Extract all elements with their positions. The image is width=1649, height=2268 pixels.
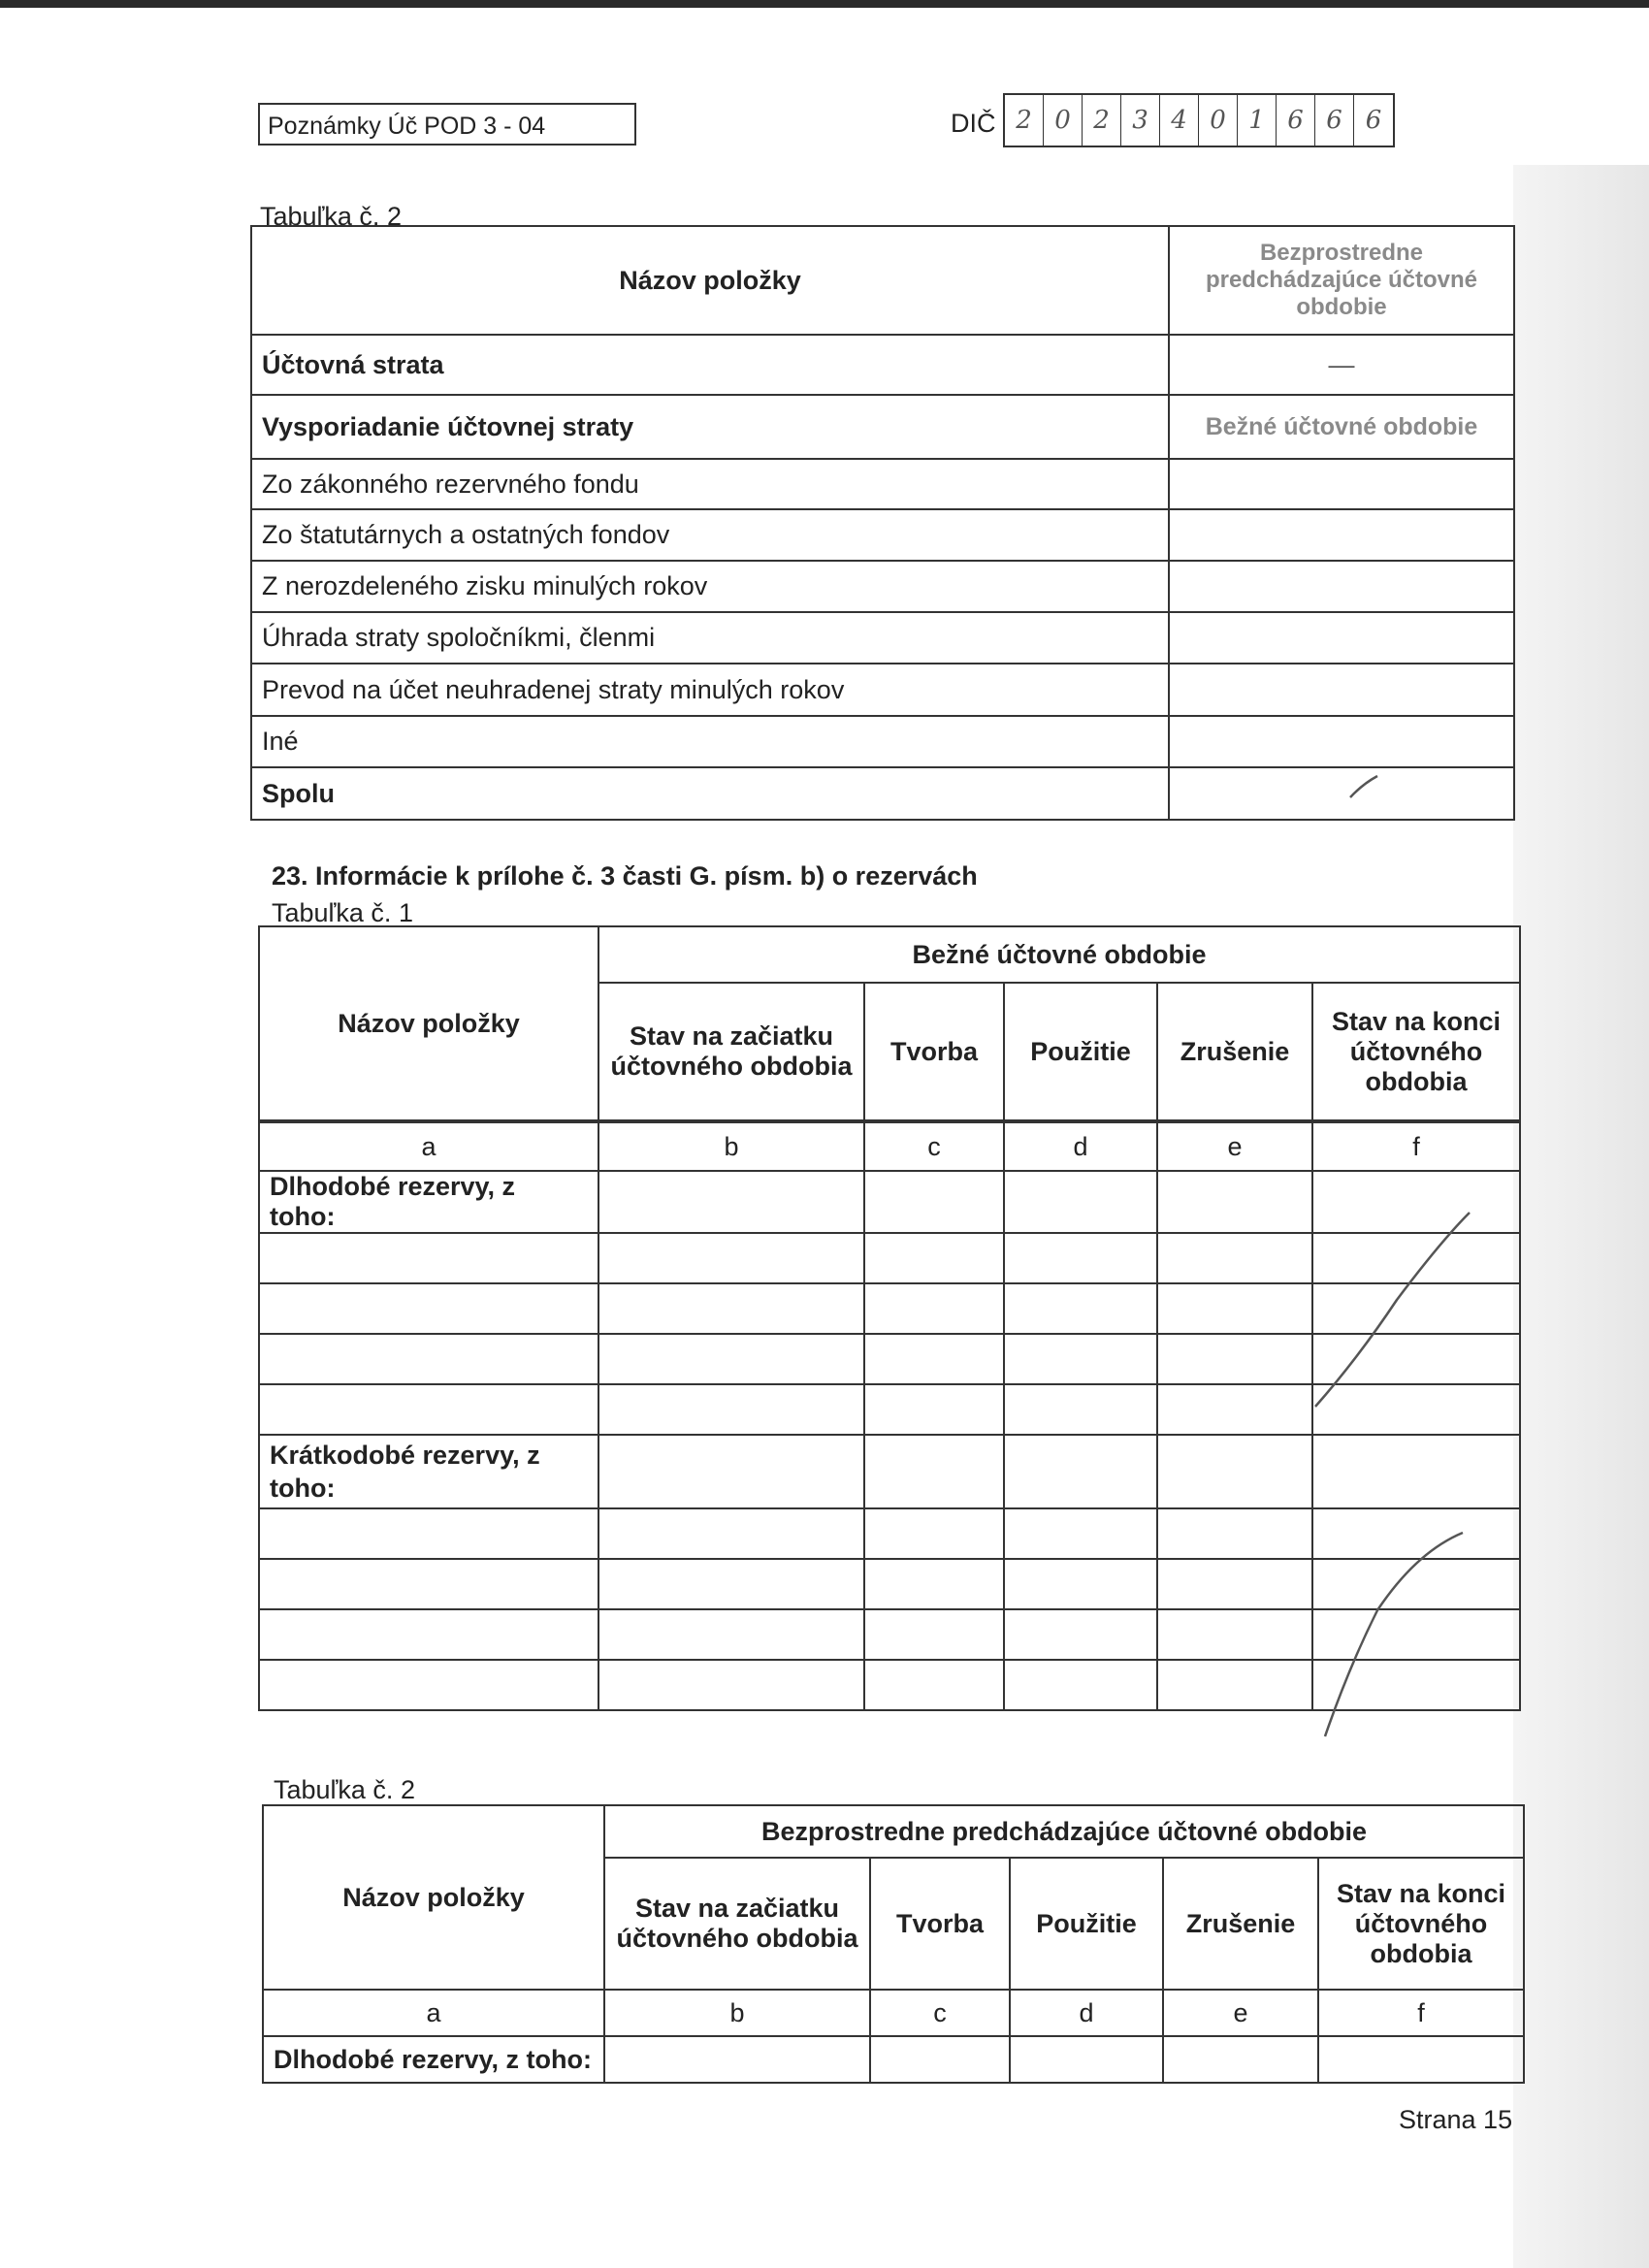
- value-cell: [1157, 1660, 1312, 1710]
- value-cell: [1318, 2036, 1524, 2083]
- value-cell: [598, 1233, 864, 1283]
- table-row: [259, 1609, 598, 1660]
- col-letter: c: [870, 1990, 1010, 2036]
- accounting-loss-value: —: [1169, 335, 1514, 395]
- col-letter: f: [1312, 1122, 1520, 1171]
- name-header: Názov položky: [263, 1805, 604, 1990]
- table-row: [259, 1384, 598, 1435]
- col-letter: a: [263, 1990, 604, 2036]
- long-term-reserves-label: Dlhodobé rezervy, z toho:: [263, 2036, 604, 2083]
- col-letter: b: [604, 1990, 870, 2036]
- value-cell: [1169, 612, 1514, 664]
- loss-settlement-table: [250, 225, 1515, 821]
- dic-digit: 0: [1199, 95, 1238, 146]
- value-cell: [1312, 1559, 1520, 1609]
- value-cell: [1004, 1283, 1157, 1334]
- col-letter: a: [259, 1122, 598, 1171]
- dic-digit: 2: [1005, 95, 1044, 146]
- dic-digit: 6: [1277, 95, 1315, 146]
- col-creation: Tvorba: [864, 983, 1004, 1120]
- dic-digit: 3: [1121, 95, 1160, 146]
- value-cell: [1157, 1435, 1312, 1508]
- value-cell: [1169, 716, 1514, 767]
- value-cell: [1163, 2036, 1318, 2083]
- table-row: Z nerozdeleného zisku minulých rokov: [251, 561, 1169, 612]
- dic-digit: 6: [1315, 95, 1354, 146]
- table-row: [259, 1559, 598, 1609]
- value-cell: [1004, 1660, 1157, 1710]
- col-letter: b: [598, 1122, 864, 1171]
- value-cell: [1004, 1233, 1157, 1283]
- dic-label: DIČ: [951, 109, 996, 138]
- reserves-current-table: [258, 925, 1521, 1711]
- col-closing-balance: Stav na konci účtovného obdobia: [1312, 983, 1520, 1120]
- table-row: [259, 1283, 598, 1334]
- value-cell: [1157, 1559, 1312, 1609]
- value-cell: [1169, 664, 1514, 716]
- value-cell: [864, 1435, 1004, 1508]
- page-number: Strana 15: [1399, 2105, 1513, 2134]
- col-closing-balance: Stav na konci účtovného obdobia: [1318, 1858, 1524, 1990]
- table-row: Zo štatutárnych a ostatných fondov: [251, 509, 1169, 561]
- value-cell: [1004, 1559, 1157, 1609]
- value-cell: [1004, 1384, 1157, 1435]
- value-cell: [864, 1171, 1004, 1233]
- value-cell: [604, 2036, 870, 2083]
- dic-digit: 4: [1160, 95, 1199, 146]
- value-cell: [1157, 1508, 1312, 1559]
- value-cell: [1312, 1508, 1520, 1559]
- value-cell: [864, 1283, 1004, 1334]
- table-row: Úhrada straty spoločníkmi, členmi: [251, 612, 1169, 664]
- value-cell: [1157, 1334, 1312, 1384]
- table-row: [259, 1660, 598, 1710]
- table-row: [259, 1334, 598, 1384]
- value-cell: [598, 1171, 864, 1233]
- value-cell: [870, 2036, 1010, 2083]
- value-cell: [1312, 1609, 1520, 1660]
- value-cell: [1169, 561, 1514, 612]
- value-cell: [864, 1384, 1004, 1435]
- col-usage: Použitie: [1004, 983, 1157, 1120]
- table-row: [259, 1233, 598, 1283]
- table-b-caption: Tabuľka č. 1: [272, 898, 413, 927]
- dic-number-boxes: [1003, 93, 1395, 147]
- value-cell: [864, 1508, 1004, 1559]
- value-cell: [1157, 1171, 1312, 1233]
- table-a-caption: Tabuľka č. 2: [260, 202, 402, 231]
- form-identifier: Poznámky Úč POD 3 - 04: [258, 103, 636, 146]
- short-term-reserves-label: Krátkodobé rezervy, z toho:: [259, 1435, 598, 1508]
- value-cell: [864, 1334, 1004, 1384]
- total-value-cell: [1169, 767, 1514, 820]
- value-cell: [1157, 1384, 1312, 1435]
- table-c-caption: Tabuľka č. 2: [274, 1775, 415, 1804]
- value-cell: [1312, 1283, 1520, 1334]
- dic-digit: 6: [1365, 106, 1382, 135]
- col-cancellation: Zrušenie: [1163, 1858, 1318, 1990]
- value-cell: [1312, 1334, 1520, 1384]
- value-cell: [598, 1334, 864, 1384]
- long-term-reserves-label: Dlhodobé rezervy, z toho:: [259, 1171, 598, 1233]
- name-header: Názov položky: [259, 926, 598, 1120]
- section-title: 23. Informácie k prílohe č. 3 časti G. písm. b) o rezervách: [272, 861, 978, 891]
- total-label: Spolu: [251, 767, 1169, 820]
- value-cell: [1157, 1233, 1312, 1283]
- value-cell: [1004, 1171, 1157, 1233]
- value-cell: [1312, 1171, 1520, 1233]
- period-header: Bezprostredne predchádzajúce účtovné obdobie: [604, 1805, 1524, 1858]
- table-row: Iné: [251, 716, 1169, 767]
- scan-shadow: [1513, 165, 1649, 2268]
- dic-digit: 2: [1083, 95, 1121, 146]
- value-cell: [1004, 1435, 1157, 1508]
- col-letter: e: [1163, 1990, 1318, 2036]
- col-letter: d: [1010, 1990, 1163, 2036]
- value-cell: [1157, 1283, 1312, 1334]
- col-creation: Tvorba: [870, 1858, 1010, 1990]
- value-cell: [1004, 1334, 1157, 1384]
- col-letter: c: [864, 1122, 1004, 1171]
- dic-digit: 0: [1044, 95, 1083, 146]
- value-cell: [598, 1508, 864, 1559]
- value-cell: [864, 1233, 1004, 1283]
- col-usage: Použitie: [1010, 1858, 1163, 1990]
- period-header: Bežné účtovné obdobie: [598, 926, 1520, 983]
- loss-settlement-label: Vysporiadanie účtovnej straty: [251, 395, 1169, 459]
- col-letter: e: [1157, 1122, 1312, 1171]
- table-row: Prevod na účet neuhradenej straty minulých rokov: [251, 664, 1169, 716]
- current-period-header: Bežné účtovné obdobie: [1169, 395, 1514, 459]
- col-opening-balance: Stav na začiatku účtovného obdobia: [598, 983, 864, 1120]
- reserves-prior-table: [262, 1804, 1525, 2084]
- value-cell: [864, 1660, 1004, 1710]
- value-cell: [864, 1559, 1004, 1609]
- value-cell: [598, 1384, 864, 1435]
- value-cell: [1312, 1435, 1520, 1508]
- dic-digit: 1: [1238, 95, 1277, 146]
- value-cell: [1312, 1233, 1520, 1283]
- col-opening-balance: Stav na začiatku účtovného obdobia: [604, 1858, 870, 1990]
- table-row: [259, 1508, 598, 1559]
- col-letter: d: [1004, 1122, 1157, 1171]
- value-cell: [598, 1283, 864, 1334]
- value-cell: [1010, 2036, 1163, 2083]
- value-cell: [598, 1559, 864, 1609]
- accounting-loss-label: Účtovná strata: [251, 335, 1169, 395]
- col-cancellation: Zrušenie: [1157, 983, 1312, 1120]
- value-cell: [1169, 509, 1514, 561]
- prior-period-header: Bezprostredne predchádzajúce účtovné obdobie: [1169, 226, 1514, 335]
- value-cell: [1312, 1660, 1520, 1710]
- name-header: Názov položky: [251, 226, 1169, 335]
- scan-top-edge: [0, 0, 1649, 8]
- value-cell: [1312, 1384, 1520, 1435]
- value-cell: [1157, 1609, 1312, 1660]
- value-cell: [598, 1609, 864, 1660]
- value-cell: [1004, 1609, 1157, 1660]
- value-cell: [598, 1660, 864, 1710]
- value-cell: [1169, 459, 1514, 509]
- value-cell: [864, 1609, 1004, 1660]
- table-row: Zo zákonného rezervného fondu: [251, 459, 1169, 509]
- value-cell: [598, 1435, 864, 1508]
- col-letter: f: [1318, 1990, 1524, 2036]
- value-cell: [1004, 1508, 1157, 1559]
